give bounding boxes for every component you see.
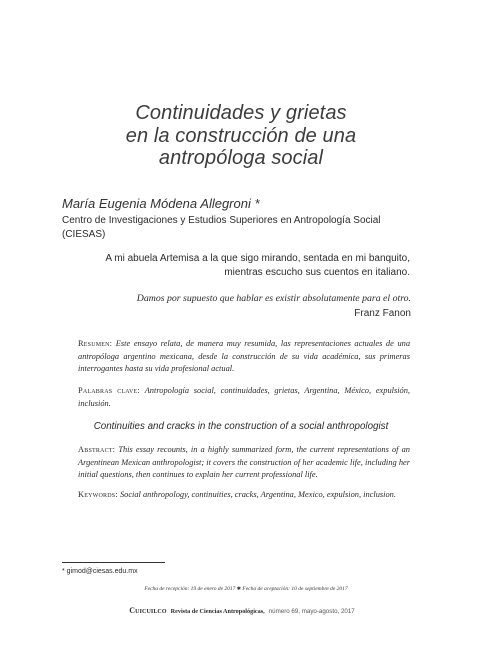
journal-subtitle: Revista de Ciencias Antropológicas,	[170, 608, 265, 615]
keywords-text: Social anthropology, continuities, cracks, Argentina, Mexico, expulsion, inclusion.	[119, 490, 396, 499]
palabras-clave-text: Antropología social, continuidades, grietas, Argentina, México, expulsión, inclusión.	[78, 386, 411, 408]
affiliation-line: (CIESAS)	[62, 229, 106, 240]
epigraph	[137, 291, 411, 321]
resumen-text: Este ensayo relata, de manera muy resumida, las representaciones actuales de una antropóloga argentino mexicana, desde la construcción de su vida académica, sus primeras interrogantes hasta su vida profesional actual.	[78, 339, 411, 373]
journal-issue: número 69, mayo-agosto, 2017	[268, 608, 355, 615]
dedication-line: A mi abuela Artemisa a la que sigo mirando, sentada en mi banquito,	[105, 253, 410, 264]
affiliation-line: Centro de Investigaciones y Estudios Superiores en Antropología Social	[62, 215, 381, 226]
abstract-label: Abstract:	[78, 445, 116, 454]
submission-dates	[10, 586, 482, 593]
received-date: Fecha de recepción: 19 de enero de 2017	[144, 586, 236, 592]
palabras-clave-label: Palabras clave:	[78, 386, 140, 395]
resumen-label: Resumen:	[78, 339, 113, 348]
epigraph-attribution: Franz Fanon	[354, 308, 411, 319]
abstract-paragraph	[78, 444, 410, 482]
journal-name: Cuicuilco	[129, 606, 167, 615]
article-title	[0, 102, 482, 170]
accepted-date: Fecha de aceptación: 10 de septiembre de 2017	[242, 586, 348, 592]
resumen-paragraph	[78, 338, 410, 376]
footnote-rule	[62, 562, 165, 563]
title-line: en la construcción de una	[125, 124, 357, 147]
dedication-line: mientras escucho sus cuentos en italiano.	[224, 267, 410, 278]
keywords-label: Keywords:	[78, 490, 118, 499]
asterisk-separator-icon: ✱	[236, 586, 241, 592]
title-line: antropóloga social	[158, 147, 324, 169]
author-name: María Eugenia Módena Allegroni *	[62, 196, 260, 211]
title-line: Continuidades y grietas	[135, 102, 347, 124]
english-title: Continuities and cracks in the construction of a social anthropologist	[93, 421, 389, 432]
footnote-email: * gimod@ciesas.edu.mx	[62, 568, 138, 575]
author-affiliation	[62, 214, 381, 242]
abstract-text: This essay recounts, in a highly summarized form, the current representations of an Argentinean Mexican anthropologist; it covers the construction of her academic life, including her initial questions, then continues to explain her current professional life.	[78, 445, 410, 479]
keywords-paragraph	[78, 489, 410, 502]
palabras-clave-paragraph	[78, 385, 410, 410]
journal-footer	[0, 603, 482, 617]
epigraph-quote: Damos por supuesto que hablar es existir absolutamente para el otro.	[136, 293, 411, 304]
dedication	[105, 252, 410, 280]
